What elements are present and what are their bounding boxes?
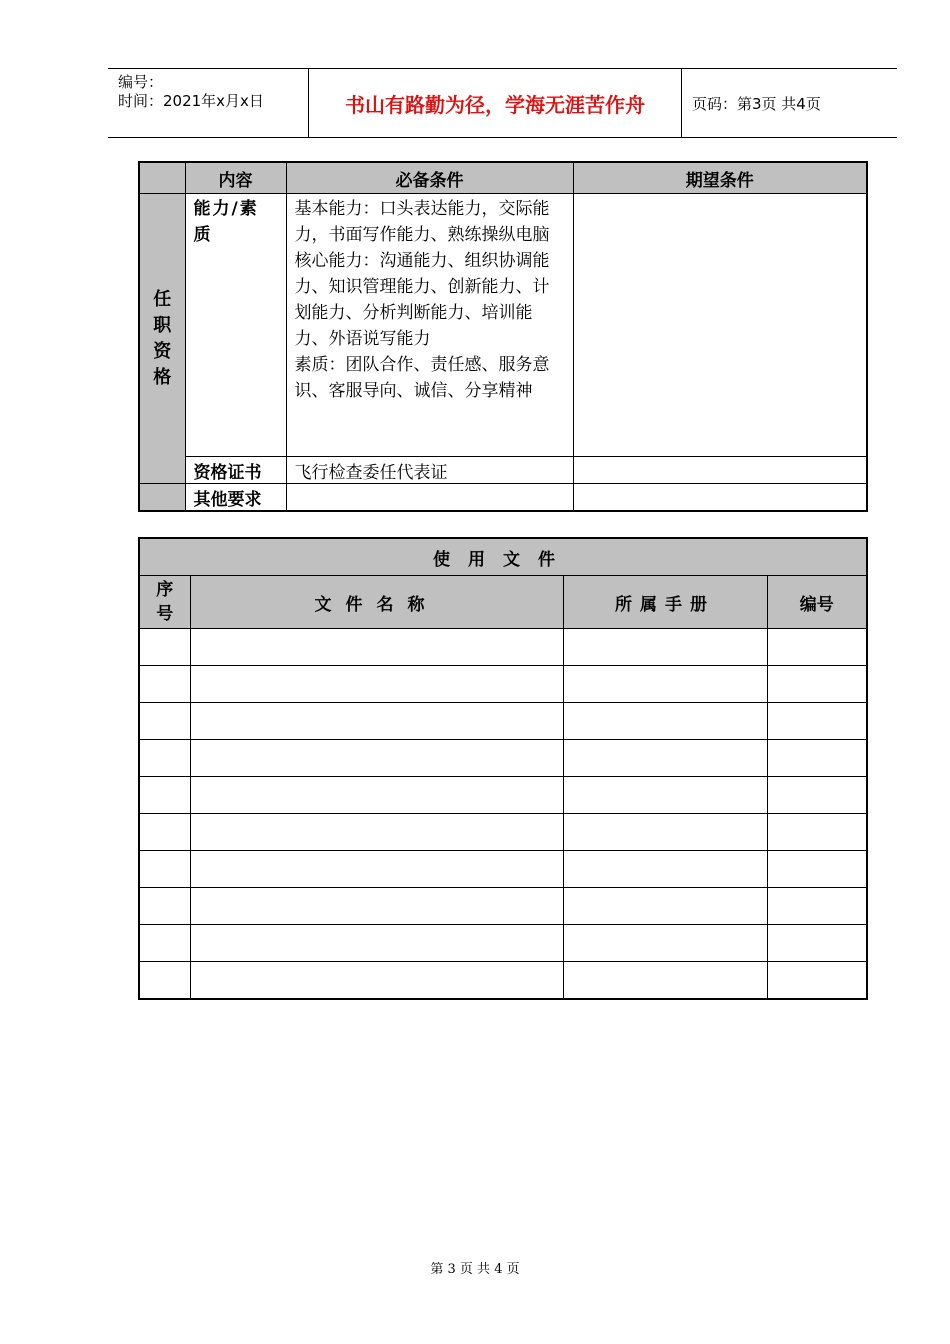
page-header — [108, 68, 897, 138]
row-manual-cell — [563, 666, 767, 703]
row-code-cell — [767, 740, 867, 777]
row-manual-cell — [563, 962, 767, 1000]
row-name-cell — [190, 925, 563, 962]
ability-required — [286, 194, 573, 457]
row-code-cell — [767, 777, 867, 814]
side-label-text: 任职资格 — [153, 288, 172, 388]
table-row — [139, 740, 867, 777]
row-code-cell — [767, 925, 867, 962]
row-no-cell — [139, 740, 190, 777]
qualifications-side-label — [139, 194, 185, 484]
code-label: 编号： — [118, 73, 164, 91]
row-code-cell — [767, 814, 867, 851]
row-no-cell — [139, 703, 190, 740]
other-label: 其他要求 — [185, 484, 286, 512]
table-row — [139, 851, 867, 888]
table-row — [139, 925, 867, 962]
col-content-header: 内容 — [185, 162, 286, 194]
row-manual-cell — [563, 851, 767, 888]
certificate-label: 资格证书 — [185, 457, 286, 484]
row-name-cell — [190, 703, 563, 740]
other-required — [286, 484, 573, 512]
row-code-cell — [767, 703, 867, 740]
table-row — [139, 814, 867, 851]
col-name-header: 文件名称 — [190, 576, 563, 629]
row-manual-cell — [563, 814, 767, 851]
ability-label: 能力/素质 — [185, 194, 286, 457]
date-label: 时间：2021年x月x日 — [118, 92, 264, 110]
documents-table — [138, 537, 868, 1000]
table-row — [139, 777, 867, 814]
row-name-cell — [190, 962, 563, 1000]
row-code-cell — [767, 629, 867, 666]
other-expected — [573, 484, 867, 512]
table-row — [139, 962, 867, 1000]
row-no-cell — [139, 814, 190, 851]
row-manual-cell — [563, 888, 767, 925]
row-manual-cell — [563, 925, 767, 962]
row-name-cell — [190, 666, 563, 703]
col-no-text: 序号 — [156, 580, 174, 624]
row-no-cell — [139, 629, 190, 666]
row-manual-cell — [563, 703, 767, 740]
documents-title: 使用文件 — [139, 538, 867, 576]
row-code-cell — [767, 666, 867, 703]
row-name-cell — [190, 629, 563, 666]
row-name-cell — [190, 740, 563, 777]
qualifications-table — [138, 161, 868, 512]
row-code-cell — [767, 962, 867, 1000]
row-no-cell — [139, 777, 190, 814]
table-row — [139, 629, 867, 666]
col-code-header: 编号 — [767, 576, 867, 629]
row-no-cell — [139, 888, 190, 925]
page-footer: 第 3 页 共 4 页 — [430, 1262, 520, 1277]
col-expected-header: 期望条件 — [573, 162, 867, 194]
table-row — [139, 703, 867, 740]
quality-text: 素质：团队合作、责任感、服务意识、客服导向、诚信、分享精神 — [294, 355, 550, 401]
header-meta — [108, 69, 309, 137]
row-code-cell — [767, 851, 867, 888]
certificate-expected — [573, 457, 867, 484]
row-name-cell — [190, 851, 563, 888]
row-name-cell — [190, 814, 563, 851]
basic-ability-text: 基本能力：口头表达能力，交际能力，书面写作能力、熟练操纵电脑 — [294, 199, 550, 245]
row-code-cell — [767, 888, 867, 925]
row-manual-cell — [563, 740, 767, 777]
core-ability-text: 核心能力：沟通能力、组织协调能力、知识管理能力、创新能力、计划能力、分析判断能力、培训能力、外语说写能力 — [294, 251, 550, 349]
corner-cell — [139, 162, 185, 194]
other-side-cell — [139, 484, 185, 512]
row-manual-cell — [563, 629, 767, 666]
certificate-required: 飞行检查委任代表证 — [286, 457, 573, 484]
row-name-cell — [190, 777, 563, 814]
documents-rows — [139, 629, 867, 1000]
header-page-info: 页码：第3页 共4页 — [692, 94, 821, 113]
row-no-cell — [139, 851, 190, 888]
table-row — [139, 666, 867, 703]
row-no-cell — [139, 666, 190, 703]
ability-expected — [573, 194, 867, 457]
row-no-cell — [139, 925, 190, 962]
row-name-cell — [190, 888, 563, 925]
col-manual-header: 所属手册 — [563, 576, 767, 629]
header-motto: 书山有路勤为径，学海无涯苦作舟 — [309, 69, 682, 137]
table-row — [139, 888, 867, 925]
col-no-header — [139, 576, 190, 629]
row-no-cell — [139, 962, 190, 1000]
col-required-header: 必备条件 — [286, 162, 573, 194]
row-manual-cell — [563, 777, 767, 814]
